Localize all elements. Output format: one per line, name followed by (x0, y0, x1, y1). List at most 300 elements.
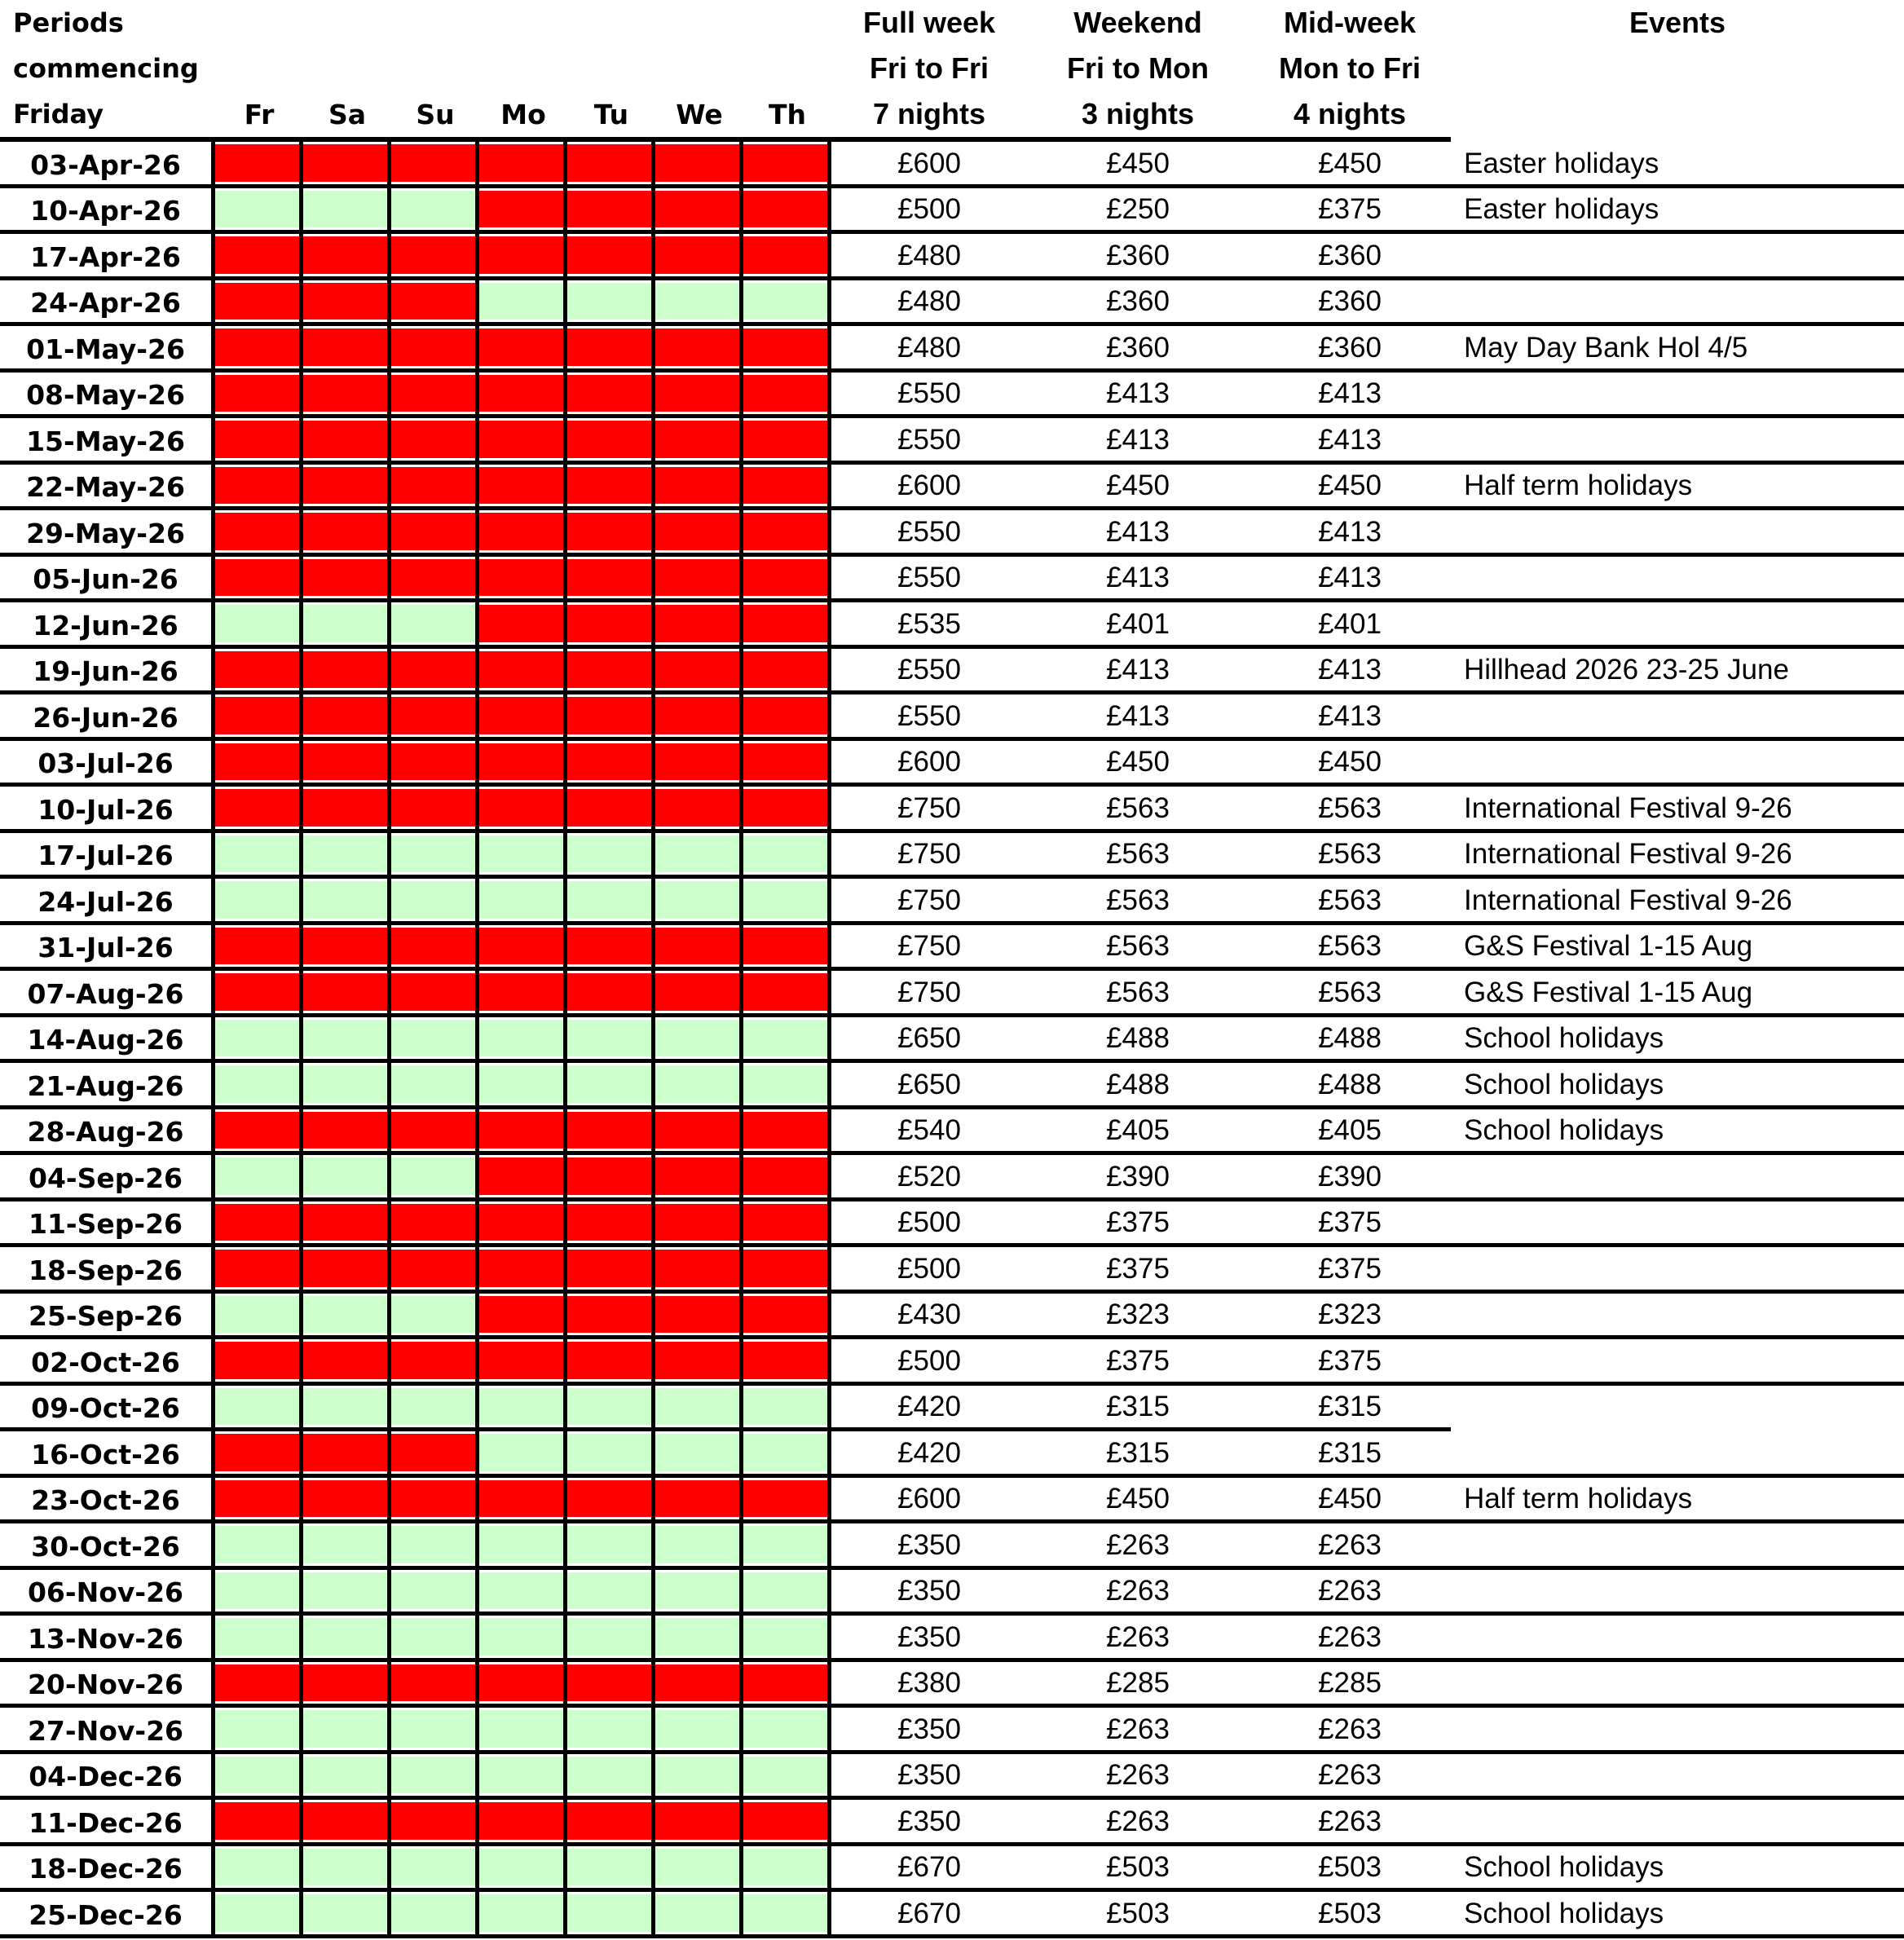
day-cell-booked (303, 326, 391, 373)
mid-week-price: £413 (1318, 515, 1382, 548)
day-cell-booked (479, 418, 567, 465)
period-start-date: 04-Dec-26 (0, 1754, 215, 1801)
day-cell-available (391, 1616, 479, 1662)
day-cell-booked (215, 1339, 303, 1386)
weekend-price: £450 (1106, 1483, 1170, 1515)
mid-week-price: £488 (1318, 1022, 1382, 1055)
weekend-price: £413 (1106, 377, 1170, 410)
mid-week-price: £360 (1318, 239, 1382, 271)
day-cell-booked (567, 1294, 655, 1340)
day-cell-booked (743, 741, 831, 787)
weekend-price: £323 (1106, 1298, 1170, 1331)
mid-week-price: £413 (1318, 423, 1382, 456)
full-week-price: £550 (897, 654, 961, 686)
day-cell-available (391, 1570, 479, 1616)
day-cell-booked (479, 1247, 567, 1294)
day-cell-booked (479, 326, 567, 373)
day-cell-booked (567, 694, 655, 741)
table-row (0, 1523, 1904, 1570)
full-week-header-line-1: Full week (862, 6, 996, 39)
event-label: Half term holidays (1464, 470, 1693, 502)
event-label: School holidays (1464, 1897, 1664, 1929)
day-cell-booked (391, 326, 479, 373)
mid-week-price: £450 (1318, 147, 1382, 179)
day-cell-booked (743, 1662, 831, 1709)
day-cell-booked (655, 694, 743, 741)
mid-week-price: £401 (1318, 607, 1382, 640)
day-cell-booked (655, 602, 743, 649)
day-header-sa: Sa (328, 98, 367, 130)
day-cell-booked (743, 465, 831, 511)
period-start-date: 09-Oct-26 (0, 1386, 215, 1432)
day-cell-booked (303, 234, 391, 280)
day-cell-booked (567, 602, 655, 649)
day-cell-booked (303, 418, 391, 465)
table-row (0, 1616, 1904, 1662)
period-header-line-1: Periods (13, 7, 124, 38)
period-start-date: 03-Apr-26 (0, 142, 215, 188)
day-cell-available (567, 1017, 655, 1064)
mid-week-price: £263 (1318, 1759, 1382, 1792)
day-cell-available (655, 1754, 743, 1801)
day-cell-booked (655, 373, 743, 419)
mid-week-price: £323 (1318, 1298, 1382, 1331)
full-week-price: £750 (897, 838, 961, 871)
table-row (0, 1708, 1904, 1754)
table-row (0, 1846, 1904, 1893)
table-row (0, 1017, 1904, 1064)
full-week-price: £350 (897, 1575, 961, 1607)
day-cell-booked (391, 741, 479, 787)
full-week-price: £520 (897, 1160, 961, 1193)
day-cell-available (655, 1017, 743, 1064)
day-cell-booked (655, 1478, 743, 1524)
day-cell-booked (655, 1662, 743, 1709)
table-row (0, 510, 1904, 557)
day-cell-booked (391, 557, 479, 603)
full-week-price: £670 (897, 1851, 961, 1884)
day-cell-available (391, 833, 479, 880)
day-cell-available (567, 879, 655, 925)
events-header (1451, 0, 1904, 137)
mid-week-price: £263 (1318, 1805, 1382, 1837)
full-week-price: £600 (897, 1483, 961, 1515)
day-cell-booked (479, 1155, 567, 1201)
events-header-label: Events (1629, 6, 1726, 39)
full-week-price: £480 (897, 331, 961, 364)
day-cell-booked (743, 971, 831, 1017)
event-label (1451, 1386, 1904, 1432)
mid-week-price: £375 (1318, 1252, 1382, 1285)
day-cell-booked (215, 694, 303, 741)
day-cell-booked (479, 510, 567, 557)
table-row (0, 1800, 1904, 1846)
weekend-price: £413 (1106, 515, 1170, 548)
day-cell-booked (479, 1294, 567, 1340)
day-headers (215, 0, 831, 137)
weekend-price: £405 (1106, 1114, 1170, 1147)
day-cell-booked (567, 787, 655, 833)
day-cell-available (743, 280, 831, 327)
weekend-price: £488 (1106, 1022, 1170, 1055)
day-cell-booked (303, 465, 391, 511)
event-label (1451, 1616, 1904, 1662)
full-week-price: £650 (897, 1022, 961, 1055)
mid-week-price: £503 (1318, 1897, 1382, 1929)
day-cell-booked (743, 1339, 831, 1386)
day-cell-available (215, 1523, 303, 1570)
table-row (0, 373, 1904, 419)
day-cell-available (567, 1616, 655, 1662)
day-cell-available (215, 1017, 303, 1064)
day-cell-available (743, 1523, 831, 1570)
weekend-price: £450 (1106, 746, 1170, 778)
day-cell-booked (215, 741, 303, 787)
weekend-price: £375 (1106, 1344, 1170, 1377)
day-cell-available (391, 188, 479, 235)
full-week-price: £500 (897, 1344, 961, 1377)
day-cell-booked (215, 1431, 303, 1478)
weekend-price: £263 (1106, 1805, 1170, 1837)
day-header-fr: Fr (244, 98, 275, 130)
day-cell-available (479, 1523, 567, 1570)
day-cell-booked (303, 925, 391, 972)
table-row (0, 418, 1904, 465)
full-week-price: £750 (897, 884, 961, 916)
table-row (0, 787, 1904, 833)
day-cell-available (567, 1892, 655, 1938)
table-row (0, 833, 1904, 880)
table-row (0, 1201, 1904, 1248)
event-label (1451, 741, 1904, 787)
day-cell-available (655, 1570, 743, 1616)
event-label: School holidays (1464, 1851, 1664, 1884)
mid-week-price: £413 (1318, 654, 1382, 686)
day-cell-booked (655, 1201, 743, 1248)
day-cell-available (215, 879, 303, 925)
day-cell-booked (743, 649, 831, 695)
period-start-date: 02-Oct-26 (0, 1339, 215, 1386)
day-cell-booked (391, 373, 479, 419)
full-week-price: £500 (897, 1252, 961, 1285)
day-cell-booked (567, 1800, 655, 1846)
table-body (0, 142, 1904, 1938)
event-label (1451, 1754, 1904, 1801)
day-cell-booked (567, 1109, 655, 1156)
day-cell-booked (743, 510, 831, 557)
day-cell-available (303, 1846, 391, 1893)
day-cell-available (655, 1616, 743, 1662)
event-label (1451, 1708, 1904, 1754)
table-row (0, 1294, 1904, 1340)
day-cell-booked (215, 1201, 303, 1248)
day-cell-booked (567, 510, 655, 557)
day-cell-booked (479, 1109, 567, 1156)
table-row (0, 1478, 1904, 1524)
day-cell-booked (655, 1294, 743, 1340)
day-cell-booked (391, 1800, 479, 1846)
day-header-th: Th (768, 98, 806, 130)
full-week-price: £540 (897, 1114, 961, 1147)
weekend-price: £263 (1106, 1528, 1170, 1561)
day-cell-available (479, 1892, 567, 1938)
day-cell-available (303, 833, 391, 880)
day-cell-booked (479, 925, 567, 972)
day-cell-available (479, 1386, 567, 1432)
day-cell-booked (743, 694, 831, 741)
mid-week-price: £563 (1318, 791, 1382, 824)
day-cell-booked (743, 142, 831, 188)
day-cell-available (743, 1892, 831, 1938)
day-cell-available (479, 1431, 567, 1478)
day-cell-booked (743, 234, 831, 280)
full-week-price: £480 (897, 239, 961, 271)
period-start-date: 26-Jun-26 (0, 694, 215, 741)
day-cell-booked (391, 787, 479, 833)
mid-week-price: £563 (1318, 838, 1382, 871)
weekend-price: £488 (1106, 1068, 1170, 1100)
day-cell-booked (391, 694, 479, 741)
day-cell-available (215, 188, 303, 235)
full-week-price: £550 (897, 423, 961, 456)
period-header-line-3: Friday (13, 99, 104, 130)
full-week-price: £750 (897, 930, 961, 963)
event-label (1451, 1431, 1904, 1478)
weekend-header (1027, 0, 1249, 137)
table-row (0, 1063, 1904, 1109)
day-cell-available (215, 833, 303, 880)
day-cell-booked (303, 510, 391, 557)
period-start-date: 30-Oct-26 (0, 1523, 215, 1570)
event-label: Half term holidays (1464, 1483, 1693, 1515)
day-cell-available (303, 1063, 391, 1109)
day-cell-booked (303, 142, 391, 188)
event-label (1451, 602, 1904, 649)
day-cell-booked (655, 234, 743, 280)
full-week-price: £550 (897, 562, 961, 594)
day-cell-booked (479, 787, 567, 833)
day-cell-available (303, 1155, 391, 1201)
day-cell-booked (567, 326, 655, 373)
period-header-line-2: commencing (13, 53, 199, 84)
event-label (1451, 1294, 1904, 1340)
day-header-su: Su (416, 98, 455, 130)
day-cell-booked (391, 1478, 479, 1524)
day-cell-booked (655, 326, 743, 373)
period-start-date: 10-Apr-26 (0, 188, 215, 235)
period-start-date: 18-Dec-26 (0, 1846, 215, 1893)
period-start-date: 28-Aug-26 (0, 1109, 215, 1156)
day-cell-booked (215, 787, 303, 833)
table-row (0, 1247, 1904, 1294)
day-cell-booked (479, 1478, 567, 1524)
day-cell-booked (479, 971, 567, 1017)
day-cell-available (479, 833, 567, 880)
period-start-date: 25-Dec-26 (0, 1892, 215, 1938)
mid-week-price: £405 (1318, 1114, 1382, 1147)
full-week-price: £500 (897, 193, 961, 226)
event-label: School holidays (1464, 1068, 1664, 1100)
period-start-date: 21-Aug-26 (0, 1063, 215, 1109)
mid-week-header-line-3: 4 nights (1293, 97, 1406, 130)
event-label (1451, 1247, 1904, 1294)
weekend-price: £563 (1106, 930, 1170, 963)
day-cell-booked (479, 465, 567, 511)
period-start-date: 25-Sep-26 (0, 1294, 215, 1340)
weekend-price: £360 (1106, 285, 1170, 318)
weekend-price: £413 (1106, 699, 1170, 732)
event-label (1451, 1201, 1904, 1248)
event-label (1451, 280, 1904, 327)
day-cell-booked (479, 234, 567, 280)
day-cell-available (303, 1754, 391, 1801)
day-cell-booked (567, 649, 655, 695)
table-row (0, 694, 1904, 741)
day-cell-booked (215, 1109, 303, 1156)
period-start-date: 07-Aug-26 (0, 971, 215, 1017)
table-row (0, 1662, 1904, 1709)
day-cell-available (655, 879, 743, 925)
table-row (0, 234, 1904, 280)
day-cell-booked (655, 787, 743, 833)
day-cell-booked (303, 280, 391, 327)
full-week-price: £350 (897, 1805, 961, 1837)
day-cell-booked (303, 1478, 391, 1524)
weekend-price: £375 (1106, 1252, 1170, 1285)
day-cell-booked (215, 557, 303, 603)
day-cell-available (479, 1846, 567, 1893)
full-week-price: £420 (897, 1436, 961, 1469)
event-label (1451, 1523, 1904, 1570)
table-row (0, 326, 1904, 373)
day-cell-booked (479, 557, 567, 603)
table-row (0, 1339, 1904, 1386)
day-cell-booked (303, 1109, 391, 1156)
period-start-date: 20-Nov-26 (0, 1662, 215, 1709)
day-cell-available (303, 1616, 391, 1662)
day-cell-available (215, 1846, 303, 1893)
day-cell-booked (655, 1800, 743, 1846)
table-row (0, 1892, 1904, 1938)
day-cell-booked (567, 557, 655, 603)
mid-week-price: £263 (1318, 1528, 1382, 1561)
day-cell-booked (479, 694, 567, 741)
day-cell-available (215, 1570, 303, 1616)
table-row (0, 188, 1904, 235)
period-start-date: 04-Sep-26 (0, 1155, 215, 1201)
day-cell-booked (655, 925, 743, 972)
weekend-price: £360 (1106, 331, 1170, 364)
day-cell-booked (391, 1201, 479, 1248)
weekend-price: £315 (1106, 1436, 1170, 1469)
day-cell-available (567, 1570, 655, 1616)
event-label (1451, 694, 1904, 741)
period-start-date: 18-Sep-26 (0, 1247, 215, 1294)
day-cell-booked (479, 1339, 567, 1386)
event-label: Easter holidays (1464, 147, 1659, 179)
mid-week-price: £488 (1318, 1068, 1382, 1100)
mid-week-header-line-2: Mon to Fri (1279, 51, 1421, 85)
day-cell-booked (391, 1109, 479, 1156)
mid-week-header-line-1: Mid-week (1283, 6, 1417, 39)
day-cell-available (567, 1523, 655, 1570)
period-commencing-header (0, 0, 215, 137)
full-week-price: £350 (897, 1620, 961, 1653)
period-start-date: 17-Apr-26 (0, 234, 215, 280)
event-label: Hillhead 2026 23-25 June (1464, 654, 1789, 686)
day-cell-booked (303, 787, 391, 833)
day-cell-booked (567, 1247, 655, 1294)
day-cell-available (215, 1386, 303, 1432)
day-cell-available (655, 1892, 743, 1938)
period-start-date: 27-Nov-26 (0, 1708, 215, 1754)
weekend-price: £563 (1106, 976, 1170, 1008)
full-week-price: £550 (897, 377, 961, 410)
day-cell-booked (655, 510, 743, 557)
day-cell-available (655, 1846, 743, 1893)
day-cell-available (479, 1754, 567, 1801)
full-week-price: £670 (897, 1897, 961, 1929)
mid-week-price: £263 (1318, 1713, 1382, 1745)
day-cell-booked (655, 1109, 743, 1156)
day-cell-booked (655, 649, 743, 695)
full-week-price: £750 (897, 791, 961, 824)
day-cell-booked (655, 971, 743, 1017)
full-week-price: £600 (897, 470, 961, 502)
table-row (0, 879, 1904, 925)
day-cell-booked (391, 1662, 479, 1709)
period-start-date: 13-Nov-26 (0, 1616, 215, 1662)
day-cell-available (215, 1616, 303, 1662)
period-start-date: 17-Jul-26 (0, 833, 215, 880)
day-cell-available (655, 1708, 743, 1754)
mid-week-price: £413 (1318, 562, 1382, 594)
day-cell-booked (479, 741, 567, 787)
mid-week-price: £360 (1318, 331, 1382, 364)
weekend-header-line-3: 3 nights (1081, 97, 1194, 130)
full-week-header-line-3: 7 nights (872, 97, 985, 130)
day-cell-available (215, 1708, 303, 1754)
day-cell-booked (215, 418, 303, 465)
day-cell-available (743, 1431, 831, 1478)
event-label: International Festival 9-26 (1464, 838, 1792, 871)
period-start-date: 14-Aug-26 (0, 1017, 215, 1064)
day-cell-booked (567, 1201, 655, 1248)
day-cell-available (567, 1754, 655, 1801)
day-cell-available (655, 280, 743, 327)
mid-week-price: £315 (1318, 1436, 1382, 1469)
weekend-header-line-1: Weekend (1073, 6, 1202, 39)
day-cell-booked (743, 373, 831, 419)
table-row (0, 971, 1904, 1017)
weekend-price: £413 (1106, 654, 1170, 686)
day-cell-booked (215, 280, 303, 327)
day-cell-booked (215, 925, 303, 972)
day-cell-available (655, 1063, 743, 1109)
day-cell-booked (391, 1247, 479, 1294)
day-cell-booked (567, 465, 655, 511)
mid-week-price: £263 (1318, 1575, 1382, 1607)
day-cell-booked (655, 188, 743, 235)
day-cell-booked (215, 142, 303, 188)
mid-week-price: £450 (1318, 470, 1382, 502)
day-cell-available (303, 1892, 391, 1938)
day-cell-booked (303, 1662, 391, 1709)
event-label (1451, 1339, 1904, 1386)
day-cell-available (743, 1708, 831, 1754)
day-cell-booked (215, 326, 303, 373)
mid-week-price: £563 (1318, 976, 1382, 1008)
